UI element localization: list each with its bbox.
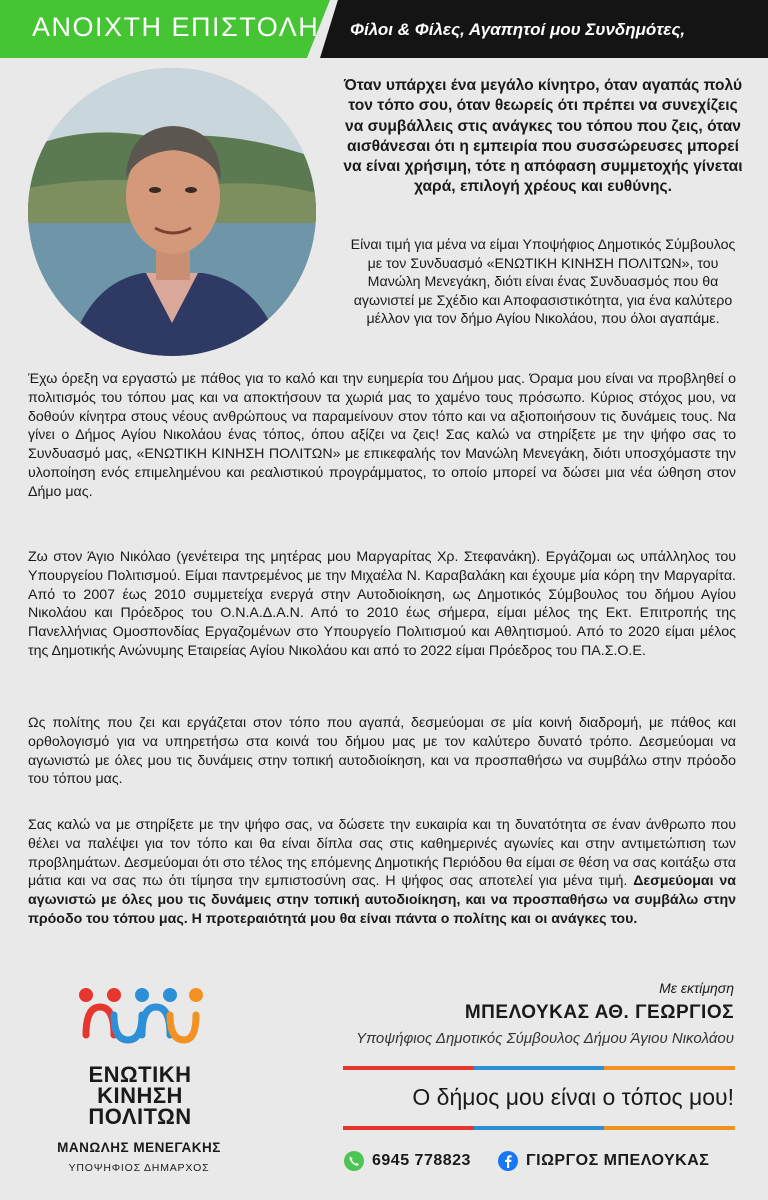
logo-text-line-1: ΕΝΩΤΙΚΗ (88, 1062, 192, 1087)
letter-greeting: Φίλοι & Φίλες, Αγαπητοί μου Συνδημότες, (350, 20, 686, 39)
facebook-name: ΓΙΩΡΓΟΣ ΜΠΕΛΟΥΚΑΣ (526, 1152, 710, 1169)
header-banner (0, 0, 768, 58)
facebook-icon (497, 1150, 519, 1172)
body-paragraph-4-text: Σας καλώ να με στηρίξετε με την ψήφο σας, να δώσετε την ευκαιρία και τη δυνατότητα σε έναν άνθρωπο που θέλει να παλέψει για τον τόπο και θα είναι δίπλα σας στις καθημερινές αγωνίες και στην αντιμετώπιση των προβλημάτων. Δεσμεύομαι ότι στο τέλος της επόμενης Δημοτικής Περιόδου θα είμαι σε θέση να σας κοιτάξω στα μάτια και να σας πω ότι τίμησα την εμπιστοσύνη σας. Η ψήφος σας αποτελεί για μένα τιμή. (28, 817, 736, 890)
letter-title: ΑΝΟΙΧΤΗ ΕΠΙΣΤΟΛΗ (32, 12, 320, 42)
signer-role: Υποψήφιος Δημοτικός Σύμβουλος Δήμου Άγιου Νικολάου (356, 1030, 734, 1047)
logo-text-line-2: ΚΙΝΗΣΗ (97, 1083, 183, 1108)
phone-contact[interactable] (343, 1150, 471, 1172)
closing-phrase: Με εκτίμηση (659, 980, 734, 996)
color-divider-bottom (343, 1126, 735, 1130)
campaign-slogan: Ο δήμος μου είναι ο τόπος μου! (412, 1084, 734, 1110)
party-logo-icon (78, 985, 203, 1055)
body-paragraph-4 (28, 816, 736, 929)
mayor-candidate-name: ΜΑΝΩΛΗΣ ΜΕΝΕΓΑΚΗΣ (57, 1140, 221, 1155)
signer-name: ΜΠΕΛΟΥΚΑΣ ΑΘ. ΓΕΩΡΓΙΟΣ (464, 1002, 734, 1023)
color-divider-top (343, 1066, 735, 1070)
body-paragraph-4-bold: Δεσμεύομαι να αγωνιστώ με όλες μου τις δυνάμεις στην τοπική αυτοδιοίκηση, και να προσπαθήσω να συμβάλω στην πρόοδο του τόπου μας. Η προτεραιότητά μου θα είναι πάντα ο πολίτης και οι ανάγκες του. (28, 873, 736, 927)
body-paragraph-1: Έχω όρεξη να εργαστώ με πάθος για το καλό και την ευημερία του Δήμου μας. Όραμα μου είναι να προβληθεί ο πολιτισμός του τόπου μας και να αποκτήσουν τα χωριά μας το χαμένο τους πρόσωπο. Κύριος στόχος μου, να δοθούν κίνητρα στους νέους ανθρώπους να παραμείνουν στον τόπο και να αξιοποιήσουν τις δυνάμεις τους. Να γίνει ο Δήμος Αγίου Νικολάου ένας τόπος, όπου αξίζει να ζεις! Σας καλώ να στηρίξετε με την ψήφο σας το Συνδυασμό μας, «ΕΝΩΤΙΚΗ ΚΙΝΗΣΗ ΠΟΛΙΤΩΝ» με επικεφαλής τον Μανώλη Μενεγάκη, διότι υποσχόμαστε την υλοποίηση ενός επιμελημένου και ρεαλιστικού προγράμματος, το οποίο μπορεί να δώσει μια νέα ώθηση στον Δήμο μας. (28, 371, 736, 500)
mayor-candidate-role: ΥΠΟΨΗΦΙΟΣ ΔΗΜΑΡΧΟΣ (68, 1162, 210, 1174)
phone-number: 6945 778823 (372, 1152, 471, 1169)
logo-text-line-3: ΠΟΛΙΤΩΝ (88, 1104, 192, 1129)
body-paragraph-3: Ως πολίτης που ζει και εργάζεται στον τόπο που αγαπά, δεσμεύομαι σε μία κοινή διαδρομή, με πάθος και ορθολογισμό για να υπηρετήσω στα κοινά του δήμου μας με τον καλύτερο δυνατό τρόπο. Δεσμεύομαι να αγωνιστώ με όλες μου τις δυνάμεις στην τοπική αυτοδιοίκηση, και να προσπαθήσω να συμβάλω στην πρόοδο του τόπου μας. (28, 715, 736, 788)
whatsapp-icon (343, 1150, 365, 1172)
body-paragraph-2: Ζω στον Άγιο Νικόλαο (γενέτειρα της μητέρας μου Μαργαρίτας Χρ. Στεφανάκη). Εργάζομαι ως υπάλληλος του Υπουργείου Πολιτισμού. Είμαι παντρεμένος με την Μιχαέλα Ν. Καραβαλάκη και έχουμε μία κόρη την Μαργαρίτα. Από το 2007 έως 2010 συμμετείχα ενεργά στην Αυτοδιοίκηση, ως Δημοτικός Σύμβουλος του δήμου Αγίου Νικολάου και Πρόεδρος του Ο.Ν.Α.Δ.Α.Ν. Από το 2010 έως σήμερα, είμαι μέλος της Εκτ. Επιτροπής της Πανελλήνιας Ομοσπονδίας Εργαζομένων στο Υπουργείο Πολιτισμού και Αθλητισμού. Από το 2020 είμαι μέλος της Δημοτικής Ανώνυμης Εταιρείας Αγίου Νικολάου και από το 2022 είμαι Πρόεδρος του ΠΑ.Σ.Ο.Ε. (28, 549, 736, 659)
candidate-photo (28, 68, 316, 356)
facebook-contact[interactable] (497, 1150, 709, 1172)
intro-bold-paragraph: Όταν υπάρχει ένα μεγάλο κίνητρο, όταν αγαπάς πολύ τον τόπο σου, όταν θεωρείς ότι πρέπει να συνεχίζεις να συμβάλλεις στις ανάγκες του τόπου που ζεις, όταν αισθάνεσαι ότι η εμπειρία που συσσώρευσες μπορεί να είναι χρήσιμη, τότε η απόφαση συμμετοχής γίνεται χαρά, επιλογή χρέους και ευθύνης. (343, 77, 743, 196)
intro-paragraph: Είναι τιμή για μένα να είμαι Υποψήφιος Δημοτικός Σύμβουλος με τον Συνδυασμό «ΕΝΩΤΙΚΗ ΚΙΝΗΣΗ ΠΟΛΙΤΩΝ», του Μανώλη Μενεγάκη, διότι είναι ένας Συνδυασμός που θα αγωνιστεί με Σχέδιο και Αποφασιστικότητα, για ένα καλύτερο μέλλον για τον δήμο Αγίου Νικολάου, που όλοι αγαπάμε. (350, 237, 736, 328)
